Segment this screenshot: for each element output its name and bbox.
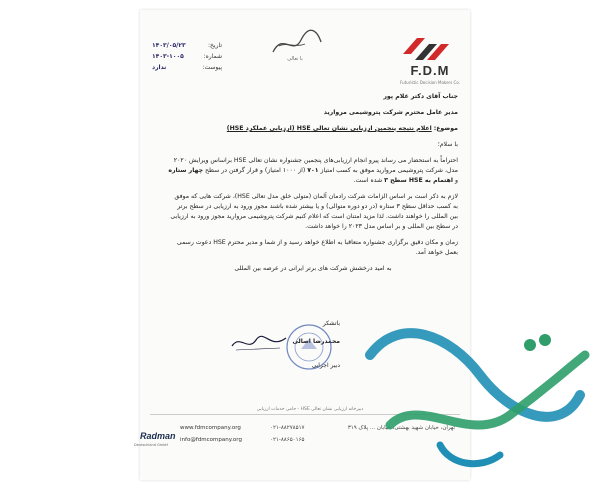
footer-note: دبیرخانه ارزیابی نشان تعالی HSE - حامی خدمات ارزیابی (256, 407, 364, 412)
number-label: شماره: (203, 53, 222, 60)
footer-phone-2: ۰۲۱-۸۸۶۵۰۱۶۵ (270, 437, 305, 443)
meta-attachment-row (152, 62, 222, 73)
official-stamp-icon (285, 323, 333, 371)
subject-text: اعلام نتیجه پنجمین ارزیابی نشان تعالی HSE (ارزیابی عملکرد HSE) (226, 125, 432, 132)
signatory-role: دبیر اجرایی (311, 362, 340, 369)
para1-part-c: و (455, 177, 458, 184)
letter-body (168, 92, 458, 280)
footer-address: تهران، خیابان شهید بهشتی، خیابان ... پلاک ۳۱۹ (347, 425, 455, 431)
meta-number-row (152, 51, 222, 62)
award-value: اهتمام به HSE سطح ۳ (384, 177, 454, 184)
paragraph-2: لازم به ذکر است بر اساس الزامات شرکت رادمان آلمان (متولی خلق مدل تعالی HSE)، شرکت هایی که موفق به کسب حداقل سطح ۳ ستاره (در دو دوره متوالی) و یا بیشتر شده باشند مجوز ورود به ارزیابی در سطح برتر بین المللی را خواهند داشت. لذا مزید امتنان است که اعلام کنیم شرکت پتروشیمی مروارید مجوز ورود به ارزیابی در سطح بین المللی و بر اساس مدل ۲۰۲۳ را خواهد داشت. (170, 193, 458, 230)
para1-part-a: احتراماً به استحضار می رساند پیرو انجام ارزیابی‌های پنجمین جشنواره نشان تعالی HSE براساس ویرایش ۲۰۲۰ مدل، شرکت پتروشیمی مروارید موفق به کسب امتیاز (173, 157, 458, 174)
date-label: تاریخ: (208, 42, 222, 49)
radman-logo: Radman (140, 431, 176, 441)
score-value: ۷۰۱ (307, 167, 319, 174)
signatory-name: محمدرضا اصالی (292, 338, 340, 345)
signature-title: باتشکر (322, 320, 340, 327)
footer-website: www.fdmcompany.org (180, 425, 241, 431)
meta-date-row (152, 40, 222, 51)
attachment-label: پیوست: (202, 64, 222, 71)
subject-line (168, 124, 458, 134)
number-value: ۱۴۰۳-۱۰۰۵ (152, 53, 184, 60)
recipient-line-1: جناب آقای دکتر غلام پور (383, 93, 458, 100)
recipient-line-2: مدیر عامل محترم شرکت پتروشیمی مروارید (323, 109, 458, 116)
footer-email: info@fdmcompany.org (180, 437, 242, 443)
closing-line: به امید درخشش شرکت های برتر ایرانی در عرصه بین المللی (234, 265, 392, 272)
paragraph-1 (168, 156, 458, 186)
para1-part-b: (از ۱۰۰۰ امتیاز) و قرار گرفتن در سطح (205, 167, 306, 174)
brand-subtitle: Futuristic Decision Makers Co. (400, 80, 460, 85)
brand-name: F.D.M (410, 63, 450, 78)
date-value: ۱۴۰۳/۰۵/۲۳ (152, 42, 186, 49)
paragraph-3: زمان و مکان دقیق برگزاری جشنواره متعاقبا به اطلاع خواهد رسید و از شما و مدیر محترم HSE دعوت رسمی بعمل خواهد آمد. (176, 239, 458, 256)
footer-phone-1: ۰۲۱-۸۸۲۷۸۵۱۷ (270, 425, 305, 431)
handwritten-signature (230, 332, 290, 354)
calligraphy-text: با تعالی (287, 56, 303, 62)
greeting: با سلام؛ (437, 141, 458, 148)
attachment-value: ندارد (152, 64, 167, 71)
calligraphy-logo (265, 22, 325, 62)
radman-subtitle: Deutschland GmbH (134, 443, 169, 447)
level-value: چهار ستاره (168, 167, 204, 174)
letter-meta (152, 40, 222, 73)
subject-label: موضوع: (433, 125, 458, 132)
para1-part-d: شده است. (353, 177, 383, 184)
watermark-logo (330, 295, 600, 485)
